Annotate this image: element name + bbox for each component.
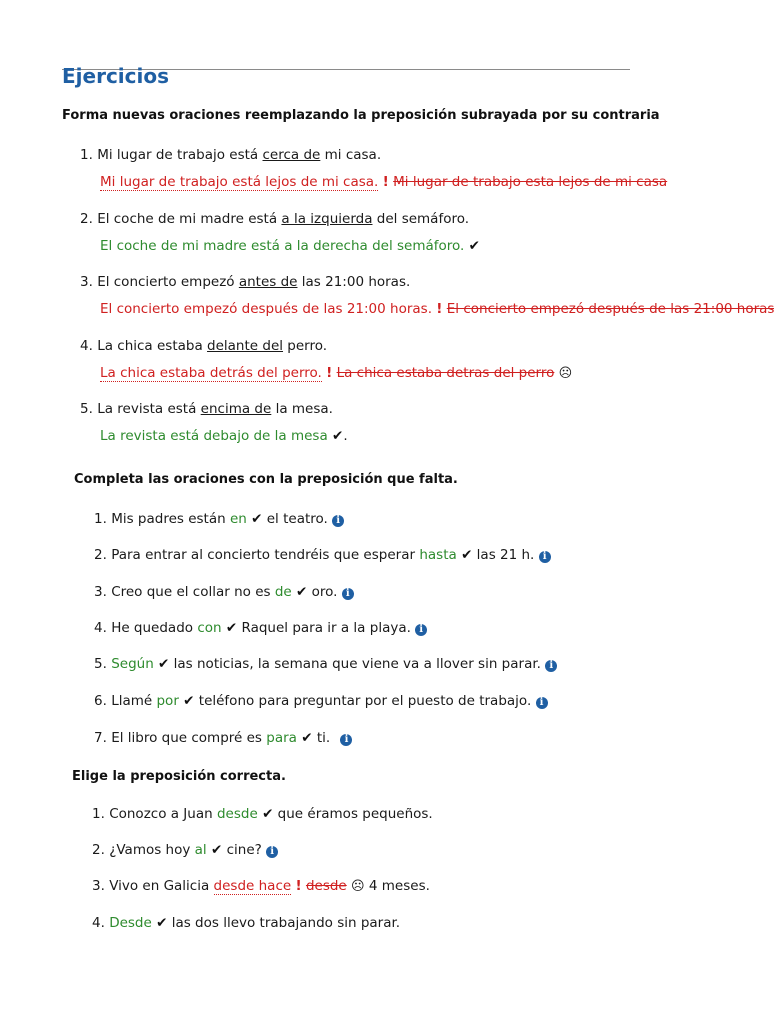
- question-text: la mesa.: [271, 401, 333, 417]
- item-number: 2.: [80, 211, 93, 227]
- selected-option[interactable]: al: [194, 842, 207, 858]
- info-icon[interactable]: i: [340, 734, 352, 746]
- check-icon: ✔: [158, 656, 170, 672]
- question-text: del semáforo.: [372, 211, 470, 227]
- answer-gap[interactable]: Según: [111, 656, 154, 672]
- item-number: 2.: [94, 547, 107, 563]
- check-icon: ✔: [296, 584, 308, 600]
- ex1-question-1: [80, 146, 381, 166]
- underlined-preposition: a la izquierda: [281, 211, 373, 227]
- answer-gap[interactable]: de: [274, 584, 292, 600]
- ex2-item-7: [94, 729, 352, 749]
- question-text: El coche de mi madre está: [97, 211, 282, 227]
- page-title: Ejercicios: [62, 64, 170, 88]
- item-number: 7.: [94, 730, 107, 746]
- error-icon: !: [382, 174, 389, 190]
- item-number: 5.: [94, 656, 107, 672]
- check-icon: ✔: [262, 806, 274, 822]
- answer-gap[interactable]: hasta: [419, 547, 457, 563]
- answer-period: .: [343, 428, 348, 444]
- underlined-preposition: delante del: [207, 338, 284, 354]
- correction-strikethrough: La chica estaba detras del perro: [336, 365, 555, 381]
- info-icon[interactable]: i: [332, 515, 344, 527]
- incorrect-answer[interactable]: La chica estaba detrás del perro.: [100, 365, 322, 381]
- question-text: las 21:00 horas.: [297, 274, 411, 290]
- question-text: Mis padres están: [111, 511, 230, 527]
- item-number: 4.: [92, 915, 105, 931]
- question-text: perro.: [283, 338, 328, 354]
- question-text: oro.: [307, 584, 338, 600]
- question-text: las 21 h.: [472, 547, 535, 563]
- item-number: 3.: [94, 584, 107, 600]
- underlined-preposition: antes de: [238, 274, 298, 290]
- ex1-answer-5: [100, 427, 348, 447]
- question-text: ¿Vamos hoy: [109, 842, 195, 858]
- question-text: cine?: [222, 842, 262, 858]
- check-icon: ✔: [156, 915, 168, 931]
- exercise-3-instruction: Elige la preposición correcta.: [72, 769, 286, 784]
- check-icon: ✔: [461, 547, 473, 563]
- answer-gap[interactable]: para: [266, 730, 297, 746]
- question-text: Mi lugar de trabajo está: [97, 147, 263, 163]
- item-number: 2.: [92, 842, 105, 858]
- sad-face-icon: ☹: [351, 879, 365, 894]
- info-icon[interactable]: i: [545, 660, 557, 672]
- incorrect-answer[interactable]: Mi lugar de trabajo está lejos de mi casa.: [100, 174, 379, 190]
- info-icon[interactable]: i: [342, 588, 354, 600]
- question-text: ti.: [312, 730, 331, 746]
- answer-gap[interactable]: por: [156, 693, 179, 709]
- ex2-item-5: [94, 655, 557, 675]
- question-text: La chica estaba: [97, 338, 208, 354]
- question-text: Raquel para ir a la playa.: [237, 620, 411, 636]
- question-text: Para entrar al concierto tendréis que esperar: [111, 547, 420, 563]
- item-number: 1.: [92, 806, 105, 822]
- ex2-item-4: [94, 619, 427, 639]
- ex1-question-4: [80, 337, 327, 357]
- selected-option-wrong[interactable]: desde hace: [213, 878, 292, 894]
- sad-face-icon: ☹: [558, 366, 573, 381]
- question-text: las dos llevo trabajando sin parar.: [167, 915, 401, 931]
- error-icon: !: [326, 365, 333, 381]
- answer-gap[interactable]: con: [197, 620, 222, 636]
- check-icon: ✔: [251, 511, 263, 527]
- ex1-answer-1: [100, 173, 668, 193]
- item-number: 4.: [94, 620, 107, 636]
- selected-option[interactable]: desde: [216, 806, 258, 822]
- question-text: Llamé: [111, 693, 157, 709]
- question-text: He quedado: [111, 620, 198, 636]
- question-text: Vivo en Galicia: [109, 878, 214, 894]
- ex3-item-3: [92, 877, 430, 897]
- question-text: 4 meses.: [364, 878, 430, 894]
- question-text: El concierto empezó: [97, 274, 239, 290]
- check-icon: ✔: [332, 428, 344, 444]
- item-number: 5.: [80, 401, 93, 417]
- info-icon[interactable]: i: [415, 624, 427, 636]
- ex1-question-5: [80, 400, 333, 420]
- ex2-item-2: [94, 546, 551, 566]
- error-icon: !: [295, 878, 302, 894]
- question-text: las noticias, la semana que viene va a llover sin parar.: [169, 656, 541, 672]
- ex1-question-2: [80, 210, 469, 230]
- ex2-item-3: [94, 583, 354, 603]
- correct-answer[interactable]: El coche de mi madre está a la derecha del semáforo.: [100, 238, 465, 254]
- correct-answer[interactable]: La revista está debajo de la mesa: [100, 428, 328, 444]
- item-number: 6.: [94, 693, 107, 709]
- info-icon[interactable]: i: [266, 846, 278, 858]
- item-number: 3.: [92, 878, 105, 894]
- question-text: que éramos pequeños.: [273, 806, 433, 822]
- ex1-answer-3: [100, 300, 774, 320]
- underlined-preposition: cerca de: [262, 147, 321, 163]
- item-number: 3.: [80, 274, 93, 290]
- answer-gap[interactable]: en: [229, 511, 247, 527]
- correction-strikethrough: El concierto empezó después de las 21:00 horas: [446, 301, 774, 317]
- info-icon[interactable]: i: [536, 697, 548, 709]
- ex3-item-4: [92, 914, 400, 934]
- item-number: 1.: [94, 511, 107, 527]
- exercise-1-instruction: Forma nuevas oraciones reemplazando la preposición subrayada por su contraria: [62, 108, 660, 123]
- ex1-answer-2: [100, 237, 480, 257]
- correction-strikethrough: desde: [305, 878, 347, 894]
- ex1-question-3: [80, 273, 410, 293]
- question-text: Conozco a Juan: [109, 806, 217, 822]
- item-number: 4.: [80, 338, 93, 354]
- info-icon[interactable]: i: [539, 551, 551, 563]
- underlined-preposition: encima de: [200, 401, 272, 417]
- ex2-item-6: [94, 692, 548, 712]
- ex3-item-1: [92, 805, 433, 825]
- question-text: El libro que compré es: [111, 730, 267, 746]
- error-icon: !: [436, 301, 443, 317]
- item-number: 1.: [80, 147, 93, 163]
- check-icon: ✔: [301, 730, 313, 746]
- correction-strikethrough: Mi lugar de trabajo esta lejos de mi casa: [393, 174, 668, 190]
- check-icon: ✔: [468, 238, 480, 254]
- question-text: La revista está: [97, 401, 201, 417]
- ex3-item-2: [92, 841, 278, 861]
- check-icon: ✔: [210, 842, 223, 858]
- selected-option[interactable]: Desde: [109, 915, 152, 931]
- ex1-answer-4: [100, 364, 572, 384]
- exercise-2-instruction: Completa las oraciones con la preposición que falta.: [74, 472, 458, 487]
- question-text: teléfono para preguntar por el puesto de trabajo.: [194, 693, 532, 709]
- incorrect-answer[interactable]: El concierto empezó después de las 21:00 horas.: [100, 301, 432, 317]
- check-icon: ✔: [225, 620, 238, 636]
- question-text: el teatro.: [262, 511, 328, 527]
- check-icon: ✔: [183, 693, 195, 709]
- question-text: mi casa.: [320, 147, 382, 163]
- question-text: Creo que el collar no es: [111, 584, 275, 600]
- ex2-item-1: [94, 510, 344, 530]
